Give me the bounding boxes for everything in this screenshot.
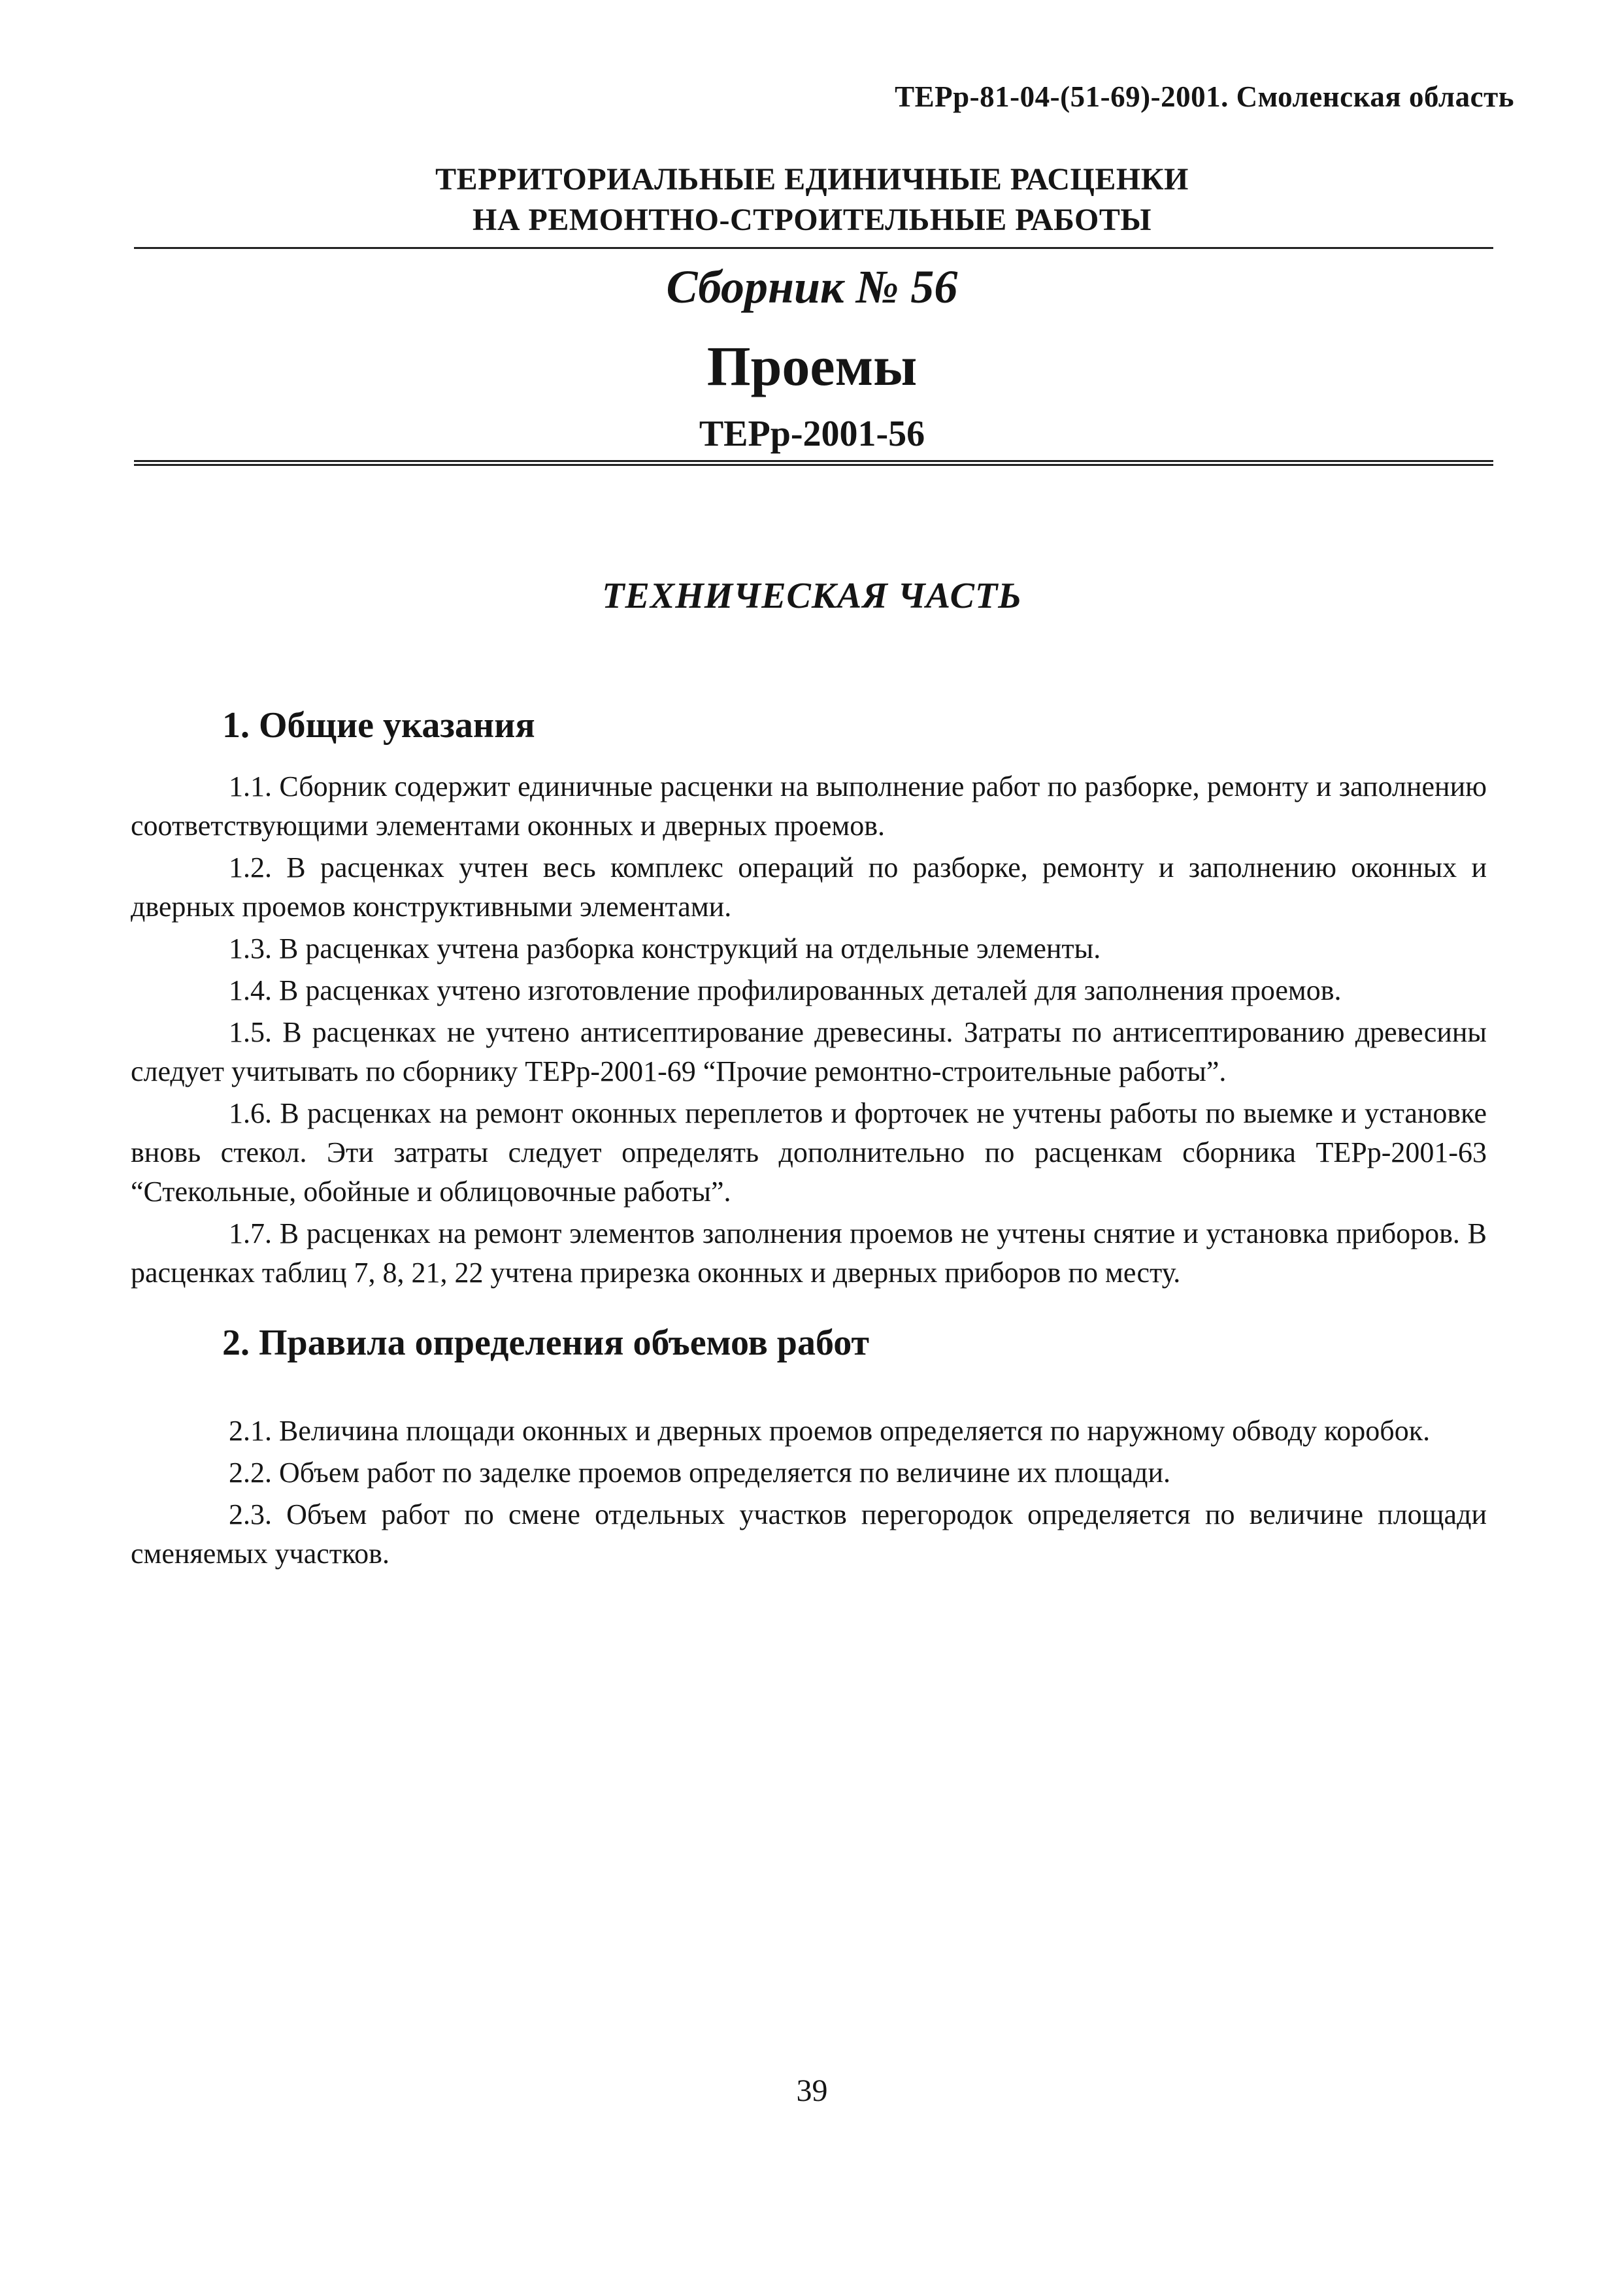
- paragraph-1-7: 1.7. В расценках на ремонт элементов заполнения проемов не учтены снятие и установка приборов. В расценках таблиц 7, 8, 21, 22 учтена прирезка оконных и дверных приборов по месту.: [131, 1217, 1487, 1289]
- collection-code: ТЕРр-2001-56: [699, 414, 925, 454]
- paragraph-2-1: 2.1. Величина площади оконных и дверных проемов определяется по наружному обводу коробок.: [229, 1415, 1431, 1447]
- paragraph-1-1: 1.1. Сборник содержит единичные расценки на выполнение работ по разборке, ремонту и заполнению соответствующими элементами оконных и дверных проемов.: [131, 770, 1487, 842]
- paragraph-1-4: 1.4. В расценках учтено изготовление профилированных деталей для заполнения проемов.: [229, 974, 1342, 1006]
- section-2-body: [131, 1411, 1487, 1576]
- document-reference: ТЕРр-81-04-(51-69)-2001. Смоленская область: [895, 80, 1514, 113]
- title-block: [131, 159, 1493, 240]
- page-number: 39: [796, 2073, 828, 2108]
- paragraph-1-3: 1.3. В расценках учтена разборка конструкций на отдельные элементы.: [229, 932, 1101, 965]
- title-line-1: ТЕРРИТОРИАЛЬНЫЕ ЕДИНИЧНЫЕ РАСЦЕНКИ: [435, 162, 1189, 197]
- double-rule: [134, 460, 1493, 466]
- collection-number: Сборник № 56: [666, 261, 958, 313]
- paragraph-2-3: 2.3. Объем работ по смене отдельных участков перегородок определяется по величине площади сменяемых участков.: [131, 1498, 1487, 1570]
- title-line-2: НА РЕМОНТНО-СТРОИТЕЛЬНЫЕ РАБОТЫ: [472, 203, 1152, 237]
- collection-title: Проемы: [706, 335, 918, 397]
- technical-part-heading: ТЕХНИЧЕСКАЯ ЧАСТЬ: [602, 576, 1022, 616]
- section-1-body: [131, 767, 1487, 1295]
- section-2-heading: 2. Правила определения объемов работ: [222, 1323, 869, 1363]
- top-rule: [134, 247, 1493, 249]
- paragraph-2-2: 2.2. Объем работ по заделке проемов определяется по величине их площади.: [229, 1457, 1171, 1489]
- paragraph-1-6: 1.6. В расценках на ремонт оконных переплетов и форточек не учтены работы по выемке и установке вновь стекол. Эти затраты следует определять дополнительно по расценкам сборника ТЕРр-2001-63 “Стекольные, обойные и облицовочные работы”.: [131, 1097, 1487, 1208]
- paragraph-1-2: 1.2. В расценках учтен весь комплекс операций по разборке, ремонту и заполнению оконных и дверных проемов конструктивными элементами.: [131, 851, 1487, 923]
- paragraph-1-5: 1.5. В расценках не учтено антисептирование древесины. Затраты по антисептированию древесины следует учитывать по сборнику ТЕРр-2001-69 “Прочие ремонтно-строительные работы”.: [131, 1016, 1487, 1087]
- section-1-heading: 1. Общие указания: [222, 705, 535, 746]
